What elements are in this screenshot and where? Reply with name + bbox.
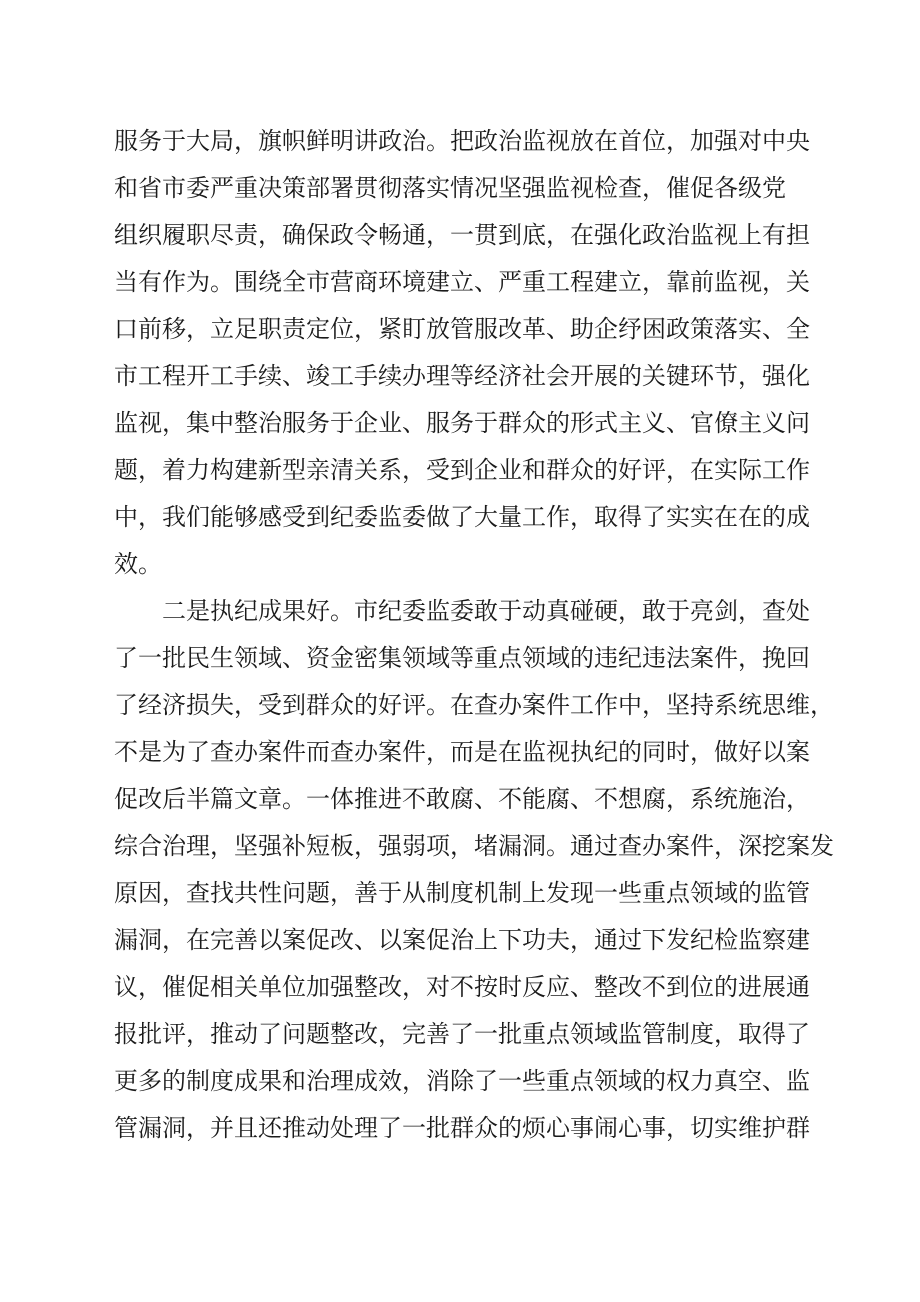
text-line: 了经济损失，受到群众的好评。在查办案件工作中，坚持系统思维，	[114, 691, 834, 719]
text-line: 组织履职尽责，确保政令畅通，一贯到底，在强化政治监视上有担	[114, 221, 810, 249]
text-line: 效。	[114, 550, 162, 578]
paragraph-start-line: 二是执纪成果好。市纪委监委敢于动真碰硬，敢于亮剑，查处	[162, 597, 810, 625]
text-line: 服务于大局，旗帜鲜明讲政治。把政治监视放在首位，加强对中央	[114, 127, 810, 155]
text-line: 和省市委严重决策部署贯彻落实情况坚强监视检查，催促各级党	[114, 174, 786, 202]
text-line: 市工程开工手续、竣工手续办理等经济社会开展的关键环节，强化	[114, 362, 810, 390]
text-line: 了一批民生领域、资金密集领域等重点领域的违纪违法案件，挽回	[114, 644, 810, 672]
text-line: 漏洞，在完善以案促改、以案促治上下功夫，通过下发纪检监察建	[114, 926, 810, 954]
text-line: 促改后半篇文章。一体推进不敢腐、不能腐、不想腐，系统施治，	[114, 785, 810, 813]
text-line: 综合治理，坚强补短板，强弱项，堵漏洞。通过查办案件，深挖案发	[114, 832, 834, 860]
text-line: 更多的制度成果和治理成效，消除了一些重点领域的权力真空、监	[114, 1067, 810, 1095]
body-text	[114, 118, 834, 1152]
text-line: 原因，查找共性问题，善于从制度机制上发现一些重点领域的监管	[114, 879, 810, 907]
text-line: 议，催促相关单位加强整改，对不按时反应、整改不到位的进展通	[114, 973, 810, 1001]
text-line: 报批评，推动了问题整改，完善了一批重点领域监管制度，取得了	[114, 1020, 810, 1048]
text-line: 不是为了查办案件而查办案件，而是在监视执纪的同时，做好以案	[114, 738, 810, 766]
text-line: 监视，集中整治服务于企业、服务于群众的形式主义、官僚主义问	[114, 409, 810, 437]
text-line: 当有作为。围绕全市营商环境建立、严重工程建立，靠前监视，关	[114, 268, 810, 296]
text-line: 中，我们能够感受到纪委监委做了大量工作，取得了实实在在的成	[114, 503, 810, 531]
text-line: 口前移，立足职责定位，紧盯放管服改革、助企纾困政策落实、全	[114, 315, 810, 343]
text-line: 管漏洞，并且还推动处理了一批群众的烦心事闹心事，切实维护群	[114, 1114, 810, 1142]
text-line: 题，着力构建新型亲清关系，受到企业和群众的好评，在实际工作	[114, 456, 810, 484]
